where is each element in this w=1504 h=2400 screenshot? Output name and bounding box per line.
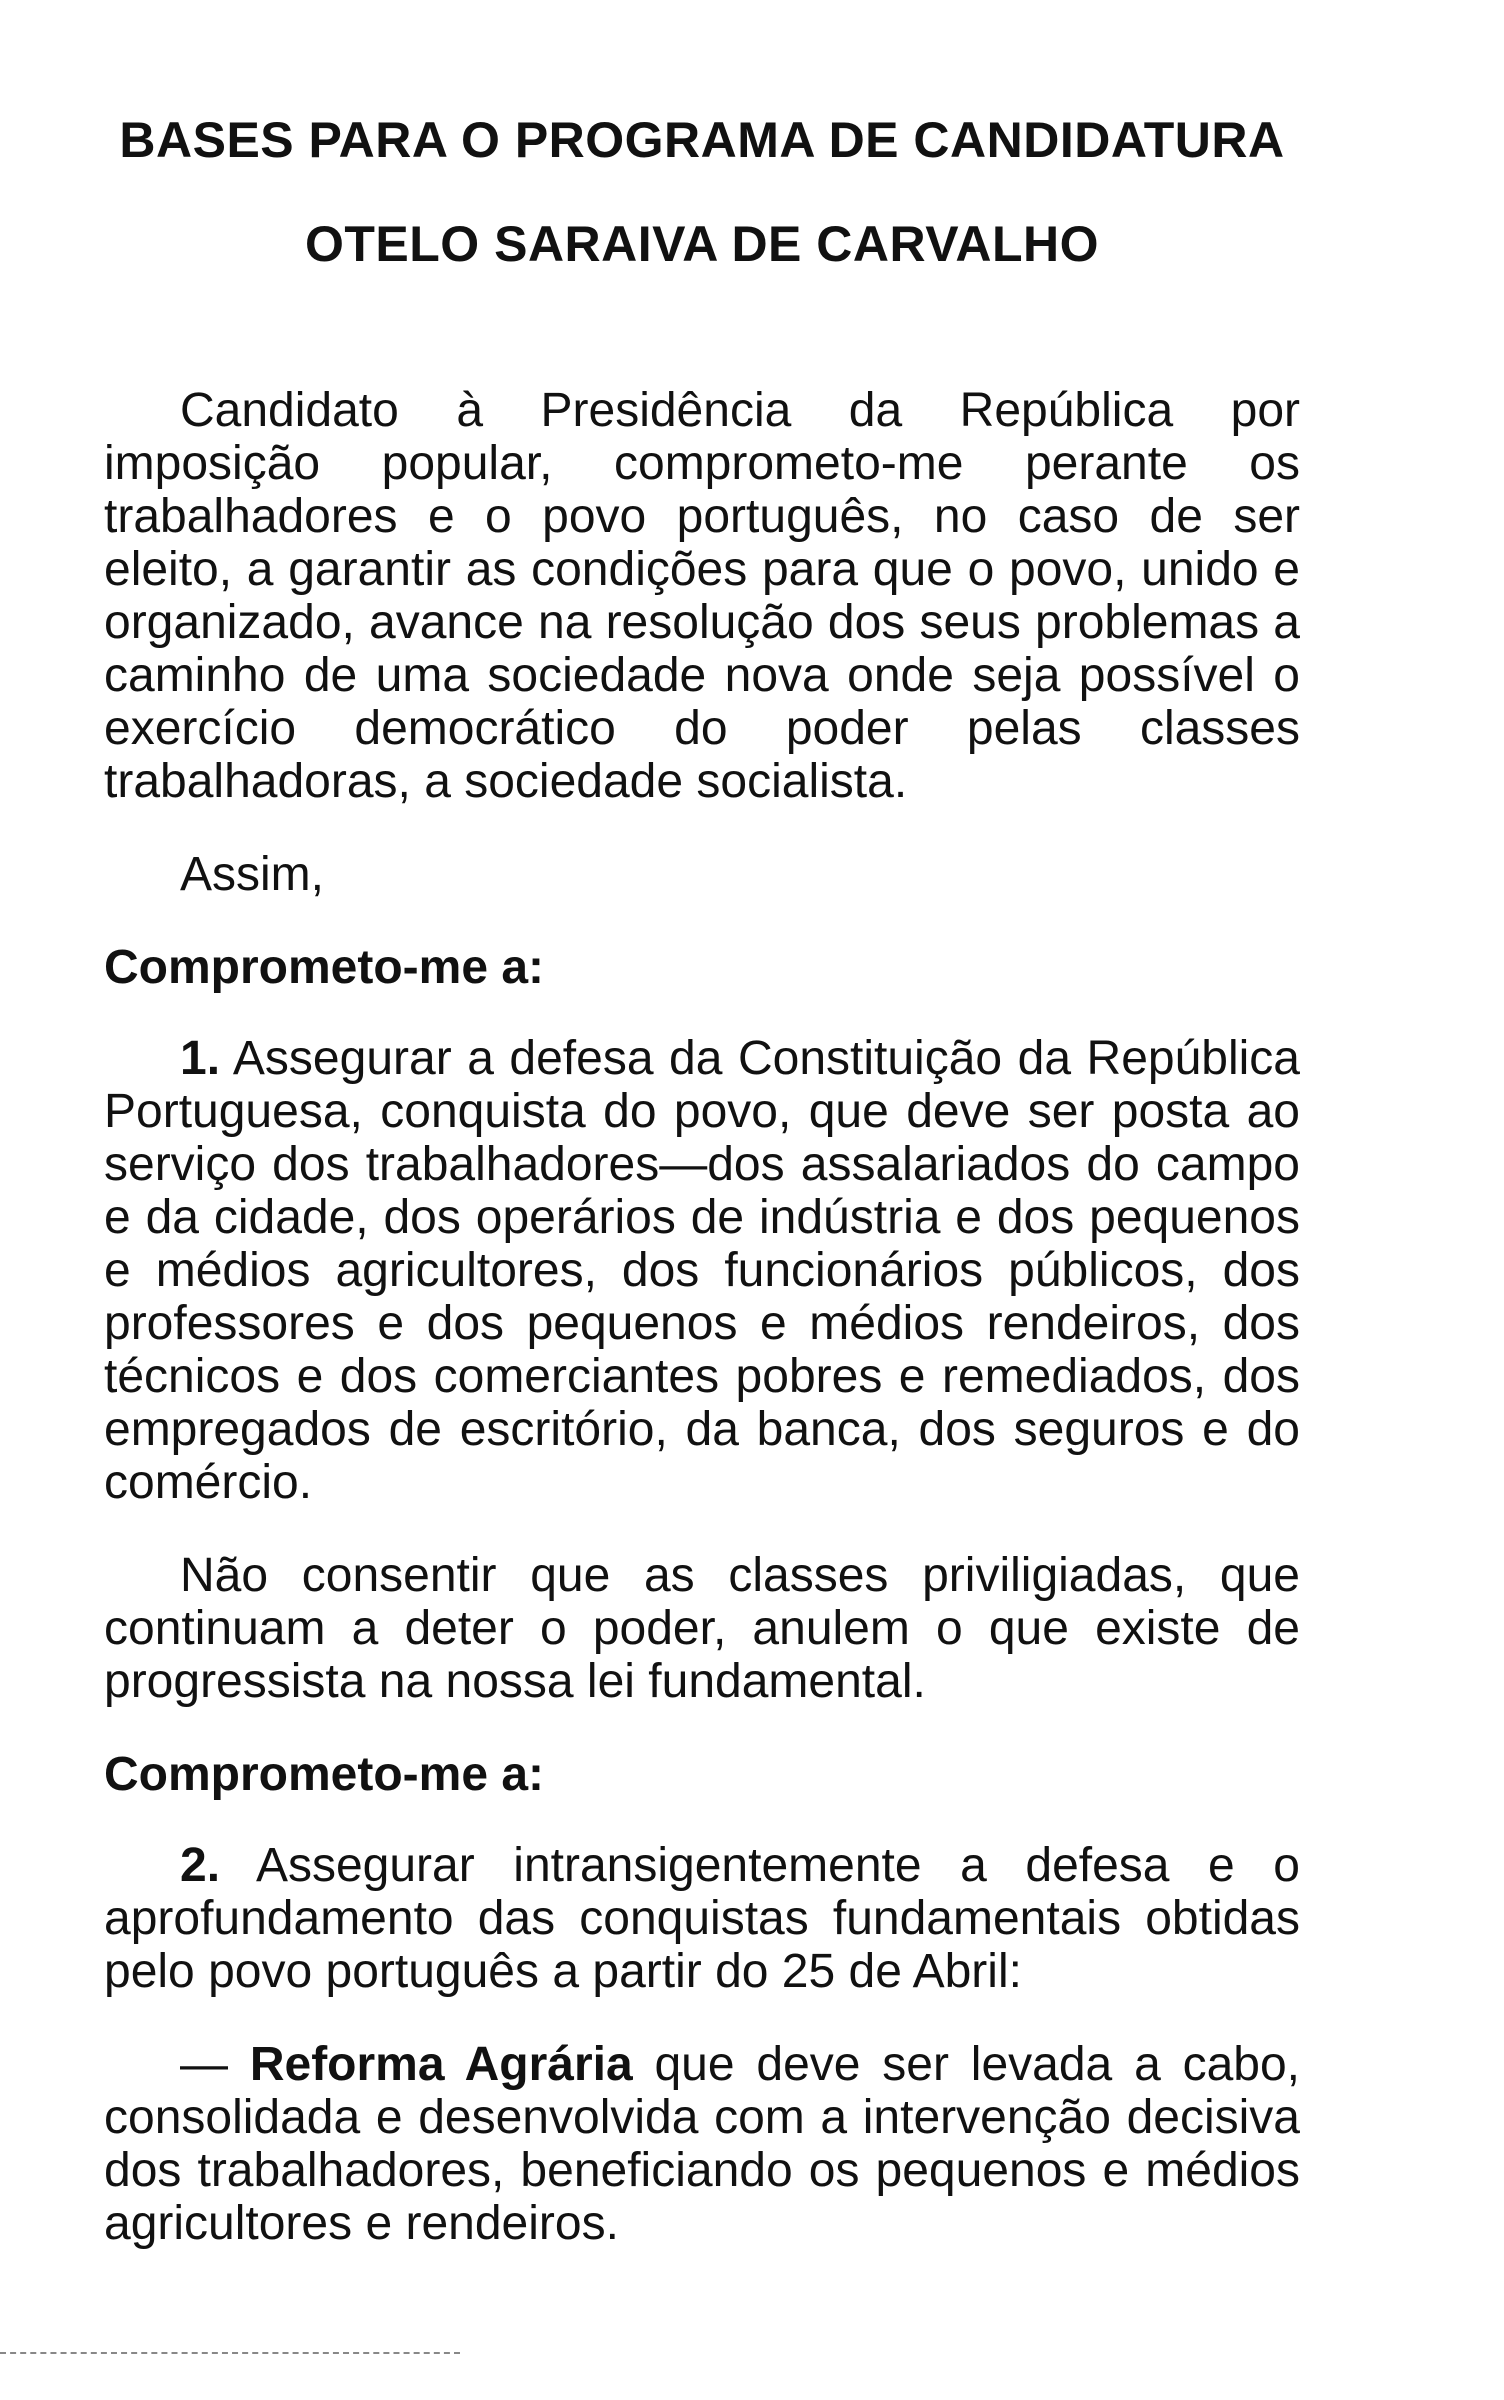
- item-2-paragraph: [104, 1839, 1300, 1998]
- reforma-agraria-paragraph: [104, 2038, 1300, 2250]
- assim-paragraph: Assim,: [180, 848, 324, 901]
- reforma-dash: —: [180, 2038, 228, 2091]
- item-1-number: 1.: [180, 1032, 221, 1085]
- reforma-agraria-text: que deve ser levada a cabo, consolidada e desenvolvida com a intervenção decisiva dos trabalhadores, beneficiando os pequenos e médios agricultores e rendeiros.: [104, 2038, 1300, 2250]
- scan-edge-line: [0, 2352, 460, 2354]
- document-page: [104, 110, 1300, 2250]
- item-2-number: 2.: [180, 1839, 221, 1892]
- item-1-text: Assegurar a defesa da Constituição da República Portuguesa, conquista do povo, que deve ser posta ao serviço dos trabalhadores—dos assalariados do campo e da cidade, dos operários de indústria e dos pequenos e médios agricultores, dos funcionários públicos, dos professores e dos pequenos e médios rendeiros, dos técnicos e dos comerciantes pobres e remediados, dos empregados de escritório, da banca, dos seguros e do comércio.: [104, 1032, 1301, 1509]
- reforma-agraria-term: Reforma Agrária: [249, 2038, 633, 2091]
- commitment-heading-2: Comprometo-me a:: [104, 1748, 545, 1801]
- commitment-heading-1: Comprometo-me a:: [104, 941, 545, 994]
- item-1-followup-paragraph: Não consentir que as classes priviligiadas, que continuam a deter o poder, anulem o que existe de progressista na nossa lei fundamental.: [104, 1549, 1300, 1708]
- document-title-line1: BASES PARA O PROGRAMA DE CANDIDATURA: [119, 112, 1285, 168]
- item-1-paragraph: [104, 1032, 1300, 1509]
- item-2-text: Assegurar intransigentemente a defesa e o aprofundamento das conquistas fundamentais obtidas pelo povo português a partir do 25 de Abril:: [104, 1839, 1301, 1998]
- intro-paragraph: Candidato à Presidência da República por imposição popular, comprometo-me perante os trabalhadores e o povo português, no caso de ser eleito, a garantir as condições para que o povo, unido e organizado, avance na resolução dos seus problemas a caminho de uma sociedade nova onde seja possível o exercício democrático do poder pelas classes trabalhadoras, a sociedade socialista.: [104, 384, 1300, 808]
- document-title-line2: OTELO SARAIVA DE CARVALHO: [304, 216, 1100, 272]
